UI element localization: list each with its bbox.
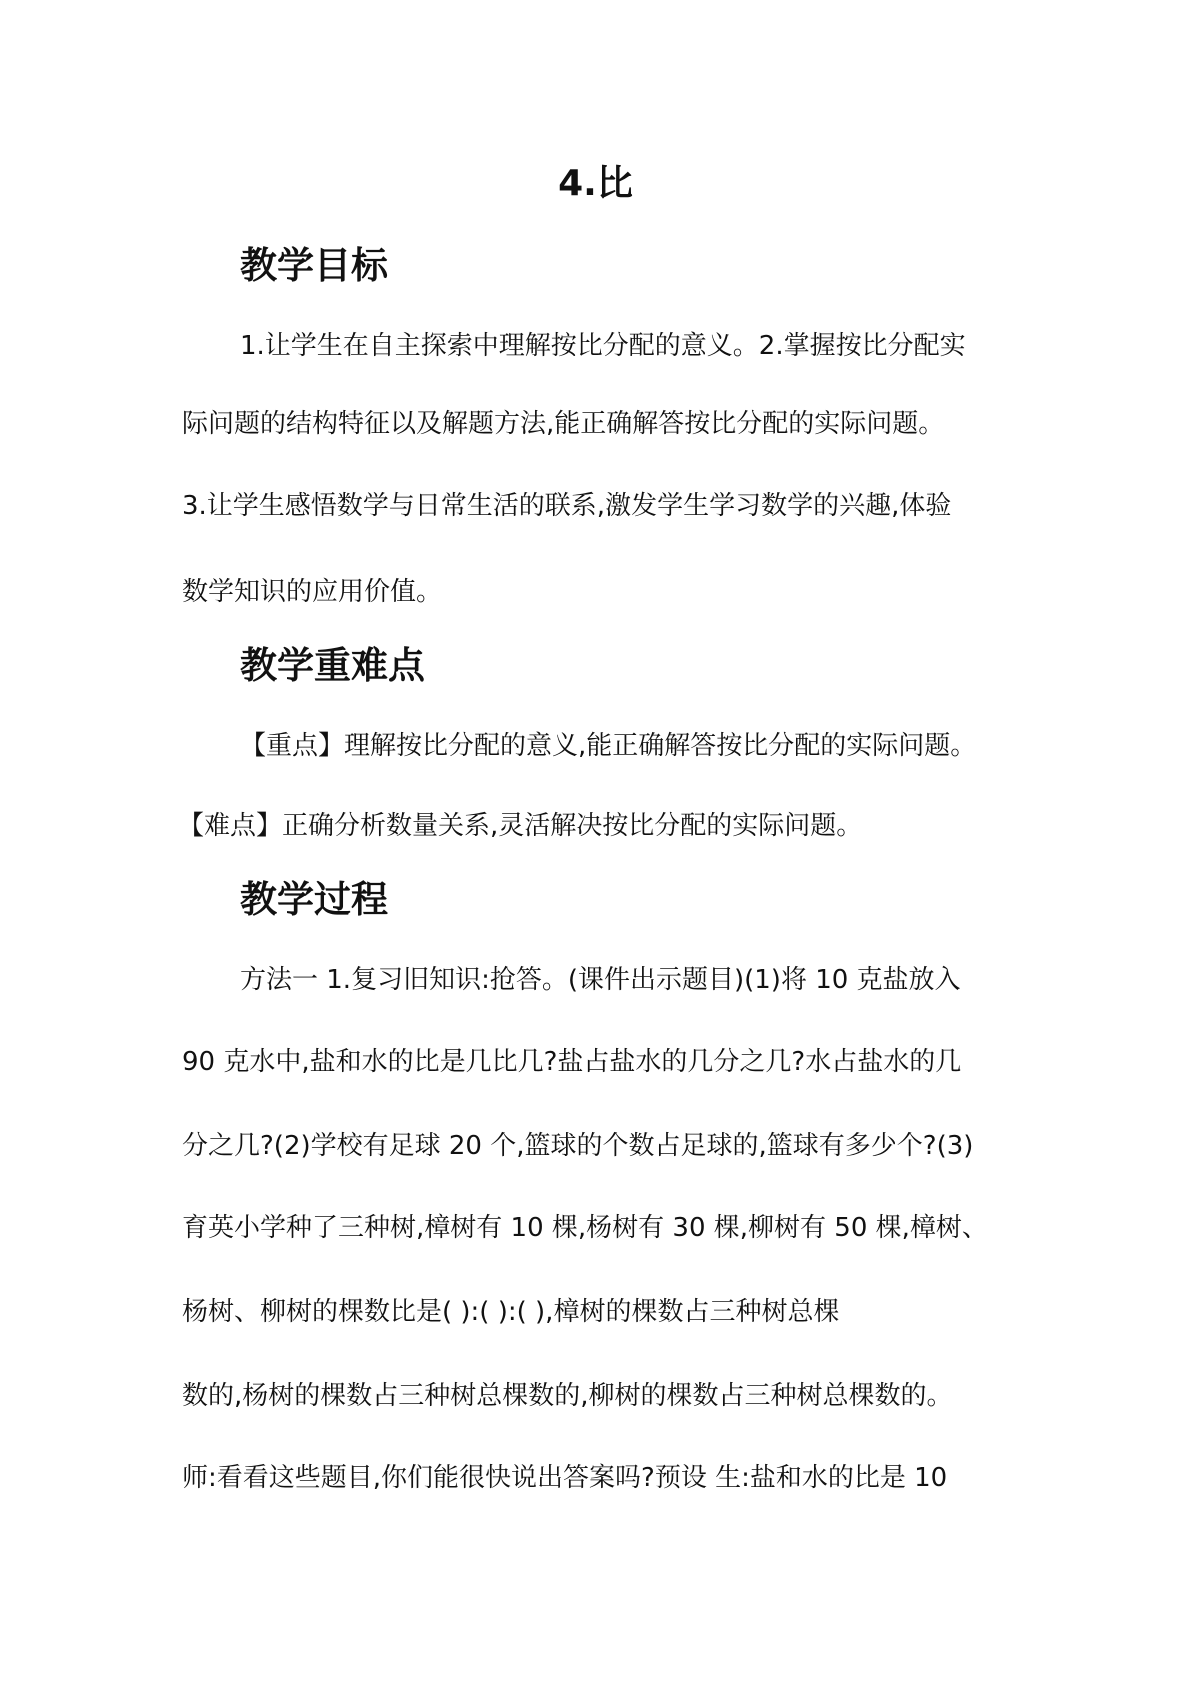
process-line-1: 方法一 1.复习旧知识:抢答。(课件出示题目)(1)将 10 克盐放入 [240,965,961,995]
process-line-5: 杨树、柳树的棵数比是( ):( ):( ),樟树的棵数占三种树总棵 [182,1297,840,1327]
objectives-line-1: 1.让学生在自主探索中理解按比分配的意义。2.掌握按比分配实 [240,331,966,361]
process-line-7: 师:看看这些题目,你们能很快说出答案吗?预设 生:盐和水的比是 10 [182,1463,948,1493]
process-line-2: 90 克水中,盐和水的比是几比几?盐占盐水的几分之几?水占盐水的几 [182,1047,962,1077]
objectives-line-2: 际问题的结构特征以及解题方法,能正确解答按比分配的实际问题。 [182,409,945,439]
objectives-line-4: 数学知识的应用价值。 [182,577,443,607]
objectives-line-3: 3.让学生感悟数学与日常生活的联系,激发学生学习数学的兴趣,体验 [182,491,952,521]
process-line-4: 育英小学种了三种树,樟树有 10 棵,杨树有 30 棵,柳树有 50 棵,樟树、 [182,1213,988,1243]
document-title: 4.比 [558,163,633,204]
process-line-3: 分之几?(2)学校有足球 20 个,篮球的个数占足球的,篮球有多少个?(3) [182,1131,974,1161]
key-points-line-2: 【难点】正确分析数量关系,灵活解决按比分配的实际问题。 [178,811,863,841]
section-heading-key-points: 教学重难点 [240,644,425,687]
process-line-6: 数的,杨树的棵数占三种树总棵数的,柳树的棵数占三种树总棵数的。 [182,1381,953,1411]
section-heading-process: 教学过程 [240,878,388,921]
section-heading-objectives: 教学目标 [240,244,388,287]
key-points-line-1: 【重点】理解按比分配的意义,能正确解答按比分配的实际问题。 [240,731,977,761]
